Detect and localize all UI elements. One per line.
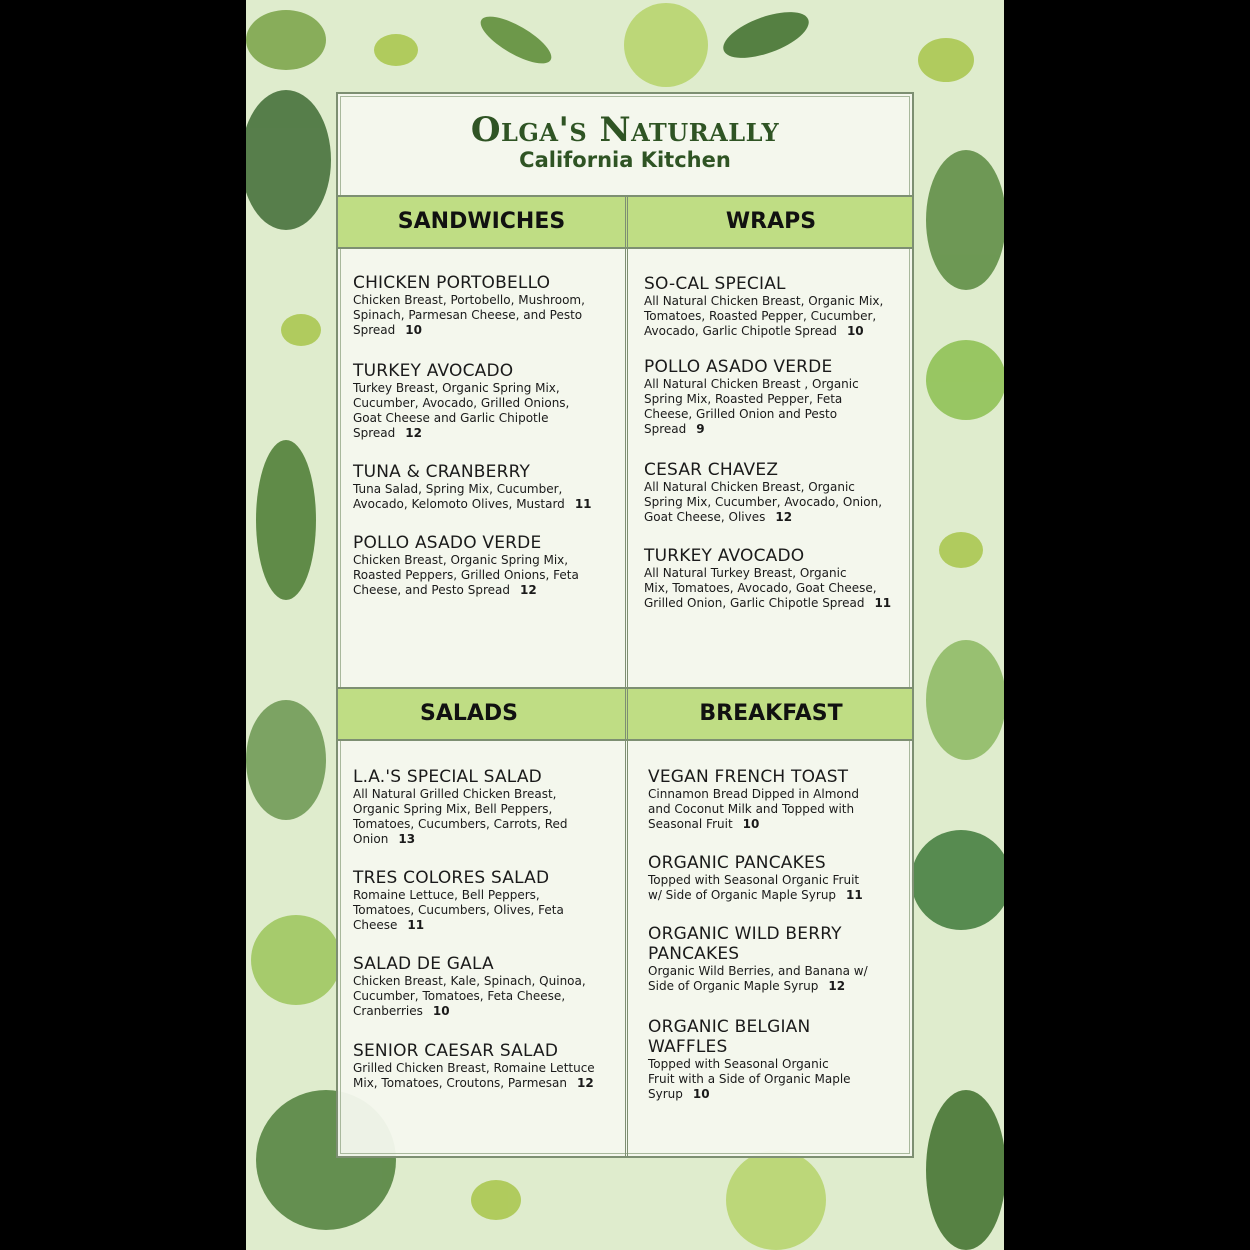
item-name: CESAR CHAVEZ bbox=[644, 460, 779, 480]
item-price: 13 bbox=[398, 832, 416, 846]
section-title-breakfast: BREAKFAST bbox=[699, 701, 843, 726]
item-price: 12 bbox=[828, 979, 846, 993]
item-description bbox=[353, 482, 613, 497]
item-description bbox=[644, 377, 904, 392]
menu-item-wraps bbox=[644, 357, 904, 437]
description-line: Topped with Seasonal Organic Fruit bbox=[648, 873, 860, 887]
item-description bbox=[353, 497, 613, 512]
description-line: Chicken Breast, Portobello, Mushroom, bbox=[353, 293, 585, 307]
item-description bbox=[353, 1076, 613, 1091]
description-line: Cinnamon Bread Dipped in Almond bbox=[648, 787, 859, 801]
item-description bbox=[353, 308, 613, 323]
description-line: All Natural Chicken Breast , Organic bbox=[644, 377, 859, 391]
description-line: Cranberries bbox=[353, 1004, 423, 1018]
description-line: All Natural Chicken Breast, Organic Mix, bbox=[644, 294, 884, 308]
item-name: CHICKEN PORTOBELLO bbox=[353, 273, 551, 293]
description-line: Spread bbox=[644, 422, 687, 436]
item-description bbox=[644, 495, 904, 510]
item-description bbox=[353, 888, 613, 903]
item-description bbox=[644, 392, 904, 407]
item-description bbox=[648, 873, 908, 888]
description-line: Syrup bbox=[648, 1087, 683, 1101]
item-price: 10 bbox=[846, 324, 864, 338]
description-line: Mix, Tomatoes, Croutons, Parmesan bbox=[353, 1076, 567, 1090]
item-price: 11 bbox=[407, 918, 425, 932]
item-description bbox=[353, 583, 613, 598]
description-line: All Natural Turkey Breast, Organic bbox=[644, 566, 847, 580]
description-line: Tuna Salad, Spring Mix, Cucumber, bbox=[353, 482, 563, 496]
item-description bbox=[648, 817, 908, 832]
item-name: POLLO ASADO VERDE bbox=[353, 533, 542, 553]
item-name: TURKEY AVOCADO bbox=[644, 546, 805, 566]
item-description bbox=[353, 989, 613, 1004]
item-description bbox=[353, 817, 613, 832]
item-description bbox=[353, 323, 613, 338]
item-description bbox=[648, 1072, 908, 1087]
menu-item-breakfast bbox=[648, 767, 908, 832]
description-line: and Coconut Milk and Topped with bbox=[648, 802, 855, 816]
item-description bbox=[644, 480, 904, 495]
menu-item-salads bbox=[353, 868, 613, 933]
menu-item-sandwiches bbox=[353, 533, 613, 598]
item-price: 12 bbox=[775, 510, 793, 524]
description-line: Organic Spring Mix, Bell Peppers, bbox=[353, 802, 553, 816]
item-name: ORGANIC BELGIAN bbox=[648, 1017, 811, 1037]
item-description bbox=[644, 422, 904, 437]
item-description bbox=[648, 1087, 908, 1102]
menu-item-salads bbox=[353, 954, 613, 1019]
item-description bbox=[353, 411, 613, 426]
description-line: Cucumber, Tomatoes, Feta Cheese, bbox=[353, 989, 566, 1003]
item-description bbox=[644, 324, 904, 339]
item-name: SO-CAL SPECIAL bbox=[644, 274, 786, 294]
description-line: Cheese bbox=[353, 918, 398, 932]
description-line: Cheese, Grilled Onion and Pesto bbox=[644, 407, 838, 421]
description-line: Goat Cheese and Garlic Chipotle bbox=[353, 411, 549, 425]
column-divider bbox=[625, 195, 628, 1158]
description-line: Organic Wild Berries, and Banana w/ bbox=[648, 964, 868, 978]
menu-panel bbox=[336, 92, 914, 1158]
item-description bbox=[644, 309, 904, 324]
item-price: 10 bbox=[405, 323, 422, 337]
description-line: Tomatoes, Cucumbers, Carrots, Red bbox=[353, 817, 568, 831]
description-line: Roasted Peppers, Grilled Onions, Feta bbox=[353, 568, 579, 582]
description-line: Grilled Onion, Garlic Chipotle Spread bbox=[644, 596, 865, 610]
item-name: ORGANIC PANCAKES bbox=[648, 853, 826, 873]
description-line: Spinach, Parmesan Cheese, and Pesto bbox=[353, 308, 583, 322]
item-description bbox=[353, 381, 613, 396]
description-line: Tomatoes, Cucumbers, Olives, Feta bbox=[353, 903, 564, 917]
description-line: Fruit with a Side of Organic Maple bbox=[648, 1072, 851, 1086]
description-line: Romaine Lettuce, Bell Peppers, bbox=[353, 888, 540, 902]
restaurant-name: Olga's Naturally bbox=[470, 110, 780, 150]
item-description bbox=[353, 802, 613, 817]
restaurant-subtitle: California Kitchen bbox=[519, 148, 731, 172]
section-title-salads: SALADS bbox=[419, 701, 519, 726]
description-line: Side of Organic Maple Syrup bbox=[648, 979, 819, 993]
menu-item-breakfast bbox=[648, 1017, 908, 1102]
item-description bbox=[648, 964, 908, 979]
item-price: 9 bbox=[696, 422, 705, 436]
item-description bbox=[644, 407, 904, 422]
item-name: VEGAN FRENCH TOAST bbox=[648, 767, 849, 787]
item-name: SALAD DE GALA bbox=[353, 954, 494, 974]
description-line: Spring Mix, Cucumber, Avocado, Onion, bbox=[644, 495, 883, 509]
description-line: Cucumber, Avocado, Grilled Onions, bbox=[353, 396, 570, 410]
description-line: Spread bbox=[353, 323, 396, 337]
description-line: Mix, Tomatoes, Avocado, Goat Cheese, bbox=[644, 581, 877, 595]
item-description bbox=[644, 510, 904, 525]
item-description bbox=[353, 426, 613, 441]
item-price: 11 bbox=[846, 888, 863, 902]
description-line: Turkey Breast, Organic Spring Mix, bbox=[353, 381, 560, 395]
item-name: TRES COLORES SALAD bbox=[353, 868, 550, 888]
item-name: ORGANIC WILD BERRY bbox=[648, 924, 842, 944]
section-title-wraps: WRAPS bbox=[725, 209, 817, 234]
description-line: Onion bbox=[353, 832, 389, 846]
item-price: 10 bbox=[432, 1004, 450, 1018]
item-description bbox=[644, 566, 904, 581]
item-name: L.A.'S SPECIAL SALAD bbox=[353, 767, 542, 787]
menu-poster bbox=[246, 0, 1004, 1250]
menu-item-breakfast bbox=[648, 853, 908, 903]
item-description bbox=[353, 553, 613, 568]
item-description bbox=[353, 918, 613, 933]
description-line: Spring Mix, Roasted Pepper, Feta bbox=[644, 392, 843, 406]
item-description bbox=[648, 979, 908, 994]
menu-item-sandwiches bbox=[353, 462, 613, 512]
item-price: 10 bbox=[692, 1087, 710, 1101]
description-line: Chicken Breast, Kale, Spinach, Quinoa, bbox=[353, 974, 586, 988]
item-description bbox=[644, 581, 904, 596]
item-price: 11 bbox=[874, 596, 892, 610]
item-price: 11 bbox=[574, 497, 592, 511]
menu-item-sandwiches bbox=[353, 273, 613, 338]
description-line: Seasonal Fruit bbox=[648, 817, 733, 831]
description-line: Grilled Chicken Breast, Romaine Lettuce bbox=[353, 1061, 595, 1075]
item-description bbox=[353, 903, 613, 918]
item-price: 10 bbox=[742, 817, 760, 831]
item-description bbox=[353, 293, 613, 308]
description-line: All Natural Chicken Breast, Organic bbox=[644, 480, 855, 494]
description-line: Spread bbox=[353, 426, 396, 440]
section-title-sandwiches: SANDWICHES bbox=[397, 209, 566, 234]
item-description bbox=[353, 974, 613, 989]
description-line: Avocado, Kelomoto Olives, Mustard bbox=[353, 497, 565, 511]
menu-item-sandwiches bbox=[353, 361, 613, 441]
item-description bbox=[353, 832, 613, 847]
item-name: POLLO ASADO VERDE bbox=[644, 357, 833, 377]
description-line: Tomatoes, Roasted Pepper, Cucumber, bbox=[644, 309, 877, 323]
item-description bbox=[353, 396, 613, 411]
item-description bbox=[648, 787, 908, 802]
item-price: 12 bbox=[519, 583, 537, 597]
menu-item-salads bbox=[353, 767, 613, 847]
item-description bbox=[644, 596, 904, 611]
description-line: All Natural Grilled Chicken Breast, bbox=[353, 787, 557, 801]
menu-item-salads bbox=[353, 1041, 613, 1091]
description-line: Avocado, Garlic Chipotle Spread bbox=[644, 324, 837, 338]
description-line: Cheese, and Pesto Spread bbox=[353, 583, 510, 597]
menu-item-breakfast bbox=[648, 924, 908, 994]
item-name: SENIOR CAESAR SALAD bbox=[353, 1041, 559, 1061]
item-name: WAFFLES bbox=[648, 1037, 728, 1057]
description-line: Goat Cheese, Olives bbox=[644, 510, 766, 524]
item-price: 12 bbox=[405, 426, 422, 440]
item-name: TUNA & CRANBERRY bbox=[353, 462, 531, 482]
item-name: PANCAKES bbox=[648, 944, 740, 964]
item-name: TURKEY AVOCADO bbox=[353, 361, 514, 381]
item-description bbox=[353, 1061, 613, 1076]
description-line: w/ Side of Organic Maple Syrup bbox=[648, 888, 837, 902]
menu-item-wraps bbox=[644, 546, 904, 611]
item-description bbox=[644, 294, 904, 309]
item-price: 12 bbox=[577, 1076, 594, 1090]
menu-item-wraps bbox=[644, 460, 904, 525]
description-line: Chicken Breast, Organic Spring Mix, bbox=[353, 553, 569, 567]
menu-item-wraps bbox=[644, 274, 904, 339]
item-description bbox=[648, 888, 908, 903]
description-line: Topped with Seasonal Organic bbox=[648, 1057, 829, 1071]
item-description bbox=[353, 787, 613, 802]
item-description bbox=[353, 1004, 613, 1019]
item-description bbox=[648, 1057, 908, 1072]
item-description bbox=[353, 568, 613, 583]
item-description bbox=[648, 802, 908, 817]
